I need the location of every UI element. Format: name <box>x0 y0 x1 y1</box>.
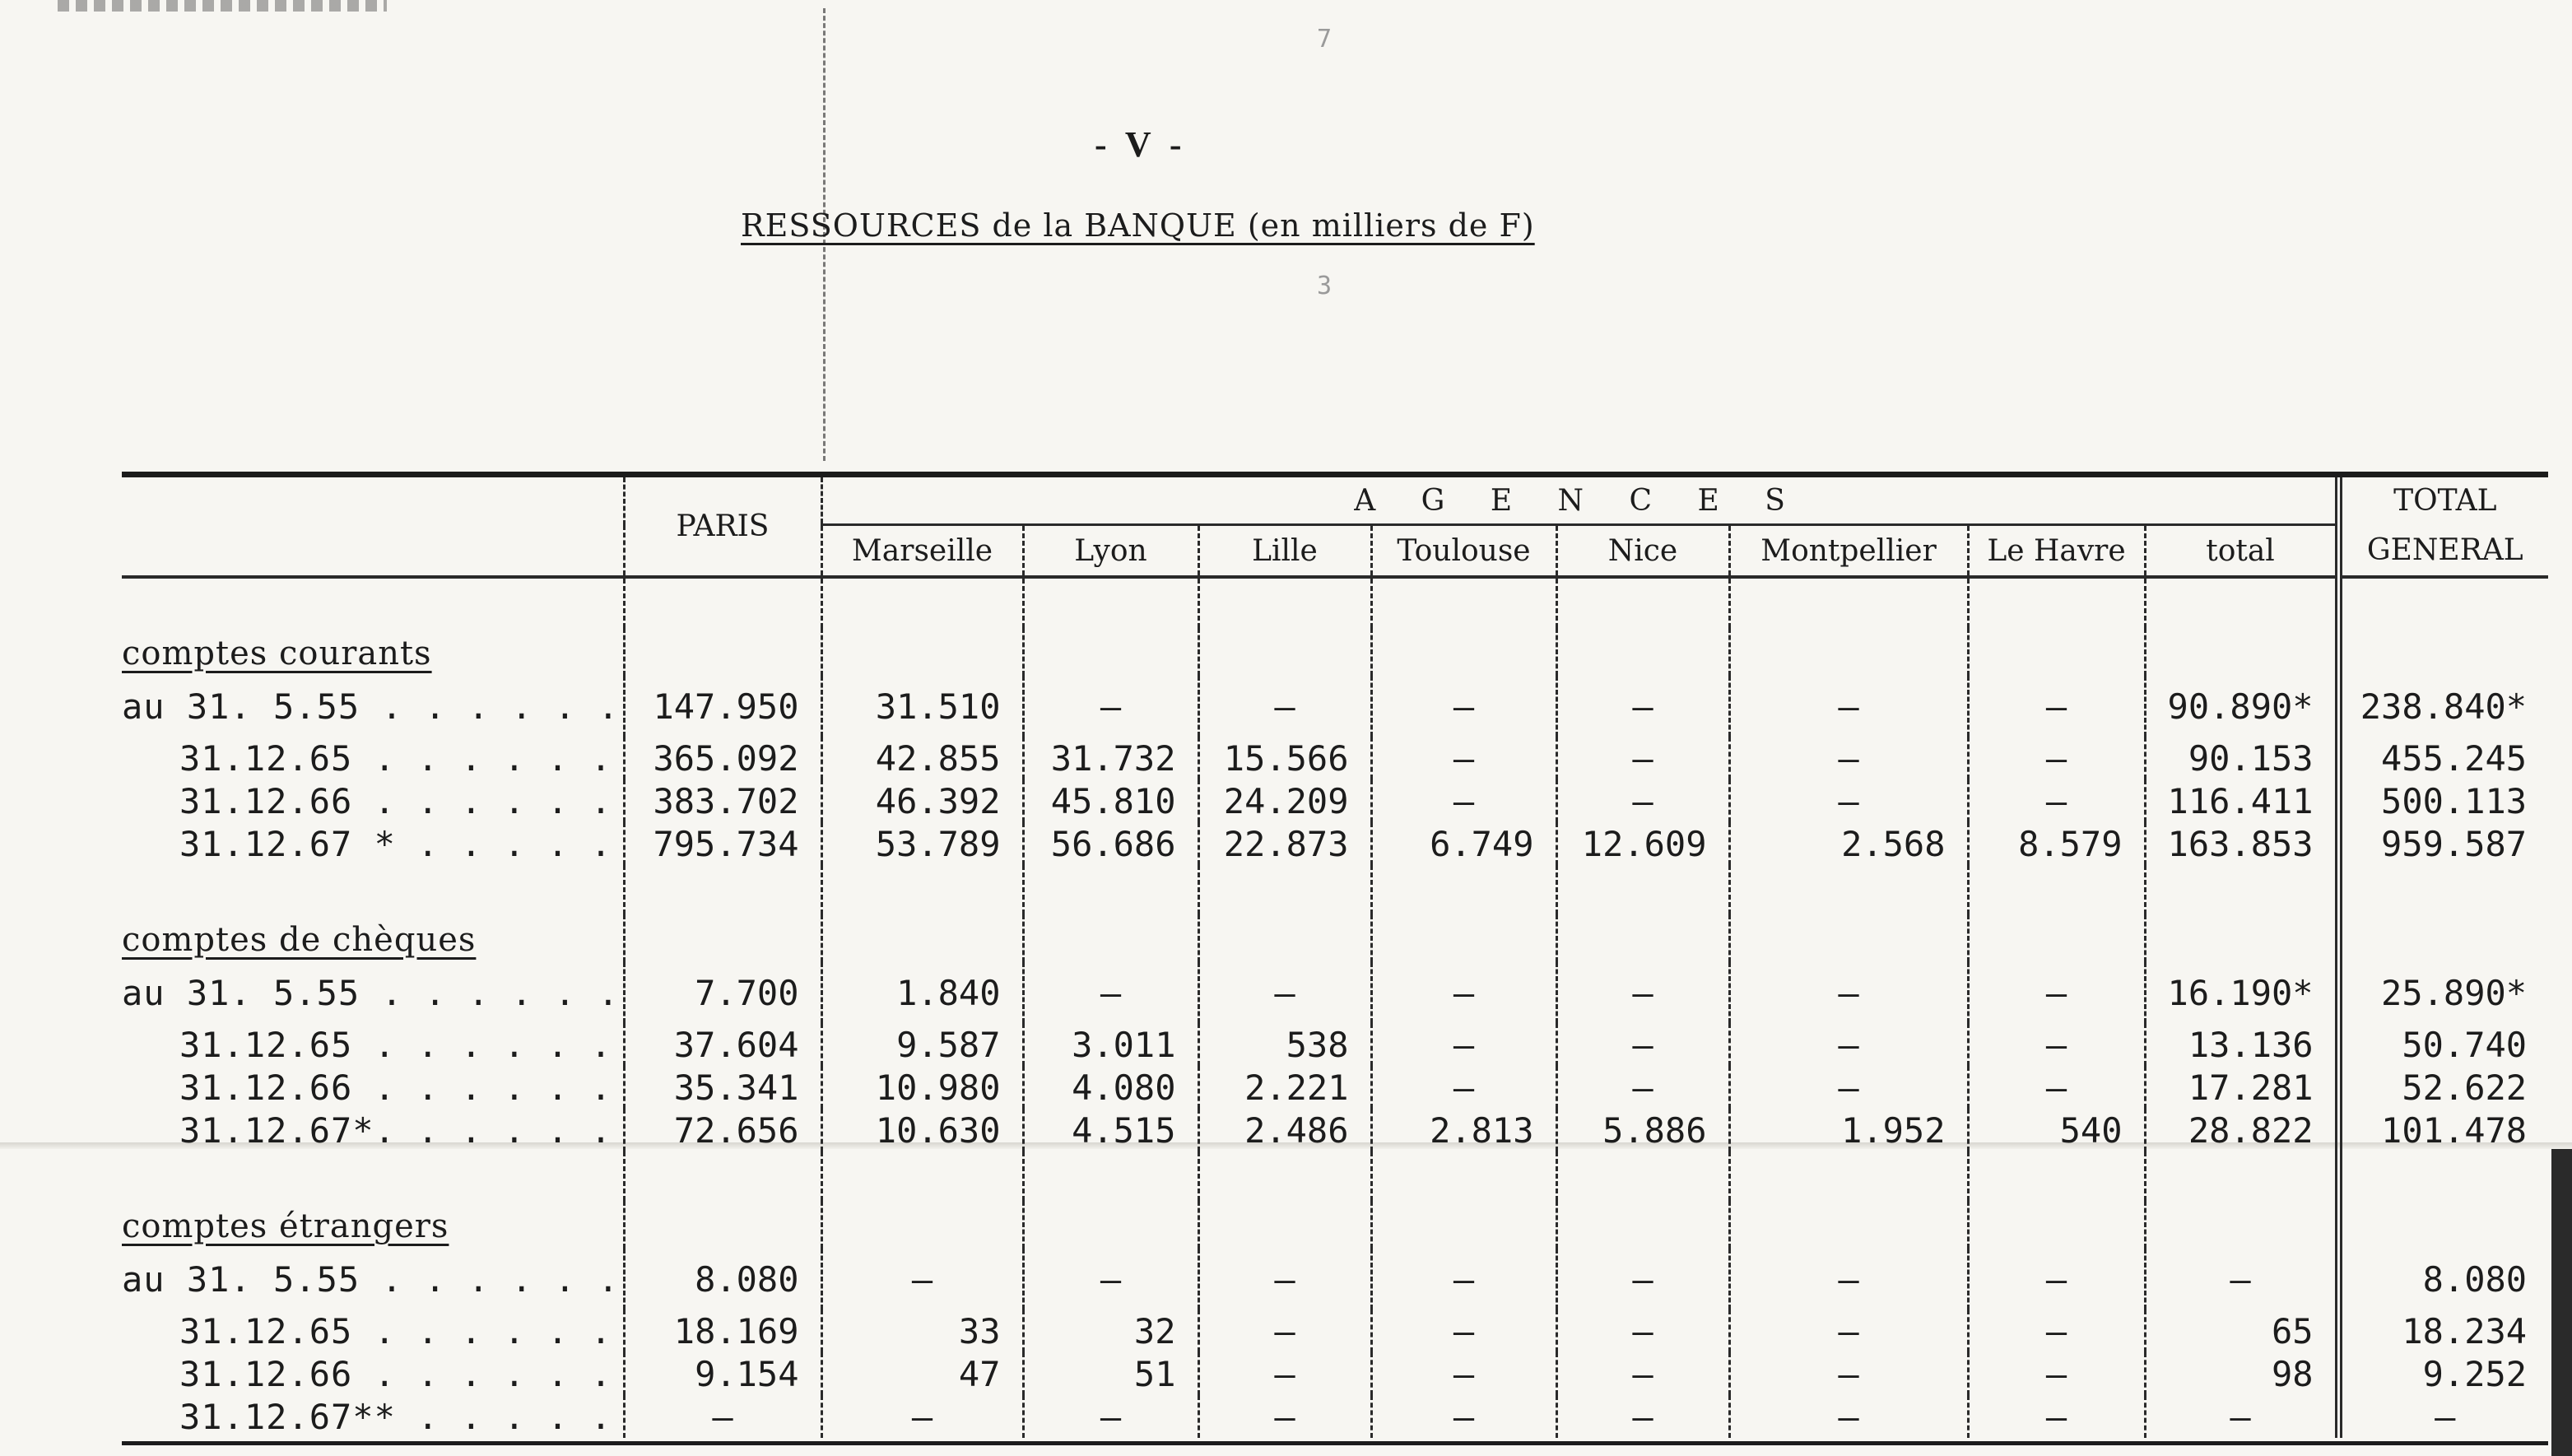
value-cell: 1.840 <box>821 962 1023 1023</box>
spacer-cell <box>1556 865 1729 914</box>
value-cell: 98 <box>2145 1352 2338 1395</box>
value-cell: – <box>1729 962 1968 1023</box>
table-row <box>122 1066 2548 1109</box>
value-cell: 2.568 <box>1729 822 1968 865</box>
value-cell: – <box>1968 676 2145 737</box>
value-cell: – <box>1968 962 2145 1023</box>
spacer-cell <box>2338 1201 2548 1249</box>
value-cell: – <box>1023 1249 1198 1309</box>
value-cell: – <box>1371 779 1556 822</box>
value-cell: 9.154 <box>624 1352 821 1395</box>
value-cell: – <box>1556 676 1729 737</box>
row-label: 31.12.65 . . . . . . <box>179 1024 612 1065</box>
spacer-cell <box>2145 1151 2338 1201</box>
section-title-cell <box>122 1201 624 1249</box>
page-title: RESSOURCES de la BANQUE (en milliers de F) <box>741 207 1535 244</box>
spacer-cell <box>1556 1151 1729 1201</box>
spacer-cell <box>1371 865 1556 914</box>
row-label: 31.12.66 . . . . . . <box>179 1067 612 1108</box>
value-cell: – <box>1371 737 1556 779</box>
value-cell: – <box>1198 1309 1371 1352</box>
value-cell: – <box>1556 1395 1729 1438</box>
header-paris: PARIS <box>624 477 821 577</box>
value-cell: – <box>2145 1249 2338 1309</box>
header-total-general-line2: GENERAL <box>2338 525 2548 578</box>
spacer-cell <box>821 1151 1023 1201</box>
value-cell: – <box>1371 1309 1556 1352</box>
spacer-cell <box>1729 865 1968 914</box>
spacer-cell <box>1198 577 1371 628</box>
value-cell: 3.011 <box>1023 1023 1198 1066</box>
value-cell: 147.950 <box>624 676 821 737</box>
table-row <box>122 1249 2548 1309</box>
value-cell: – <box>1729 1352 1968 1395</box>
header-lille: Lille <box>1198 525 1371 578</box>
value-cell: – <box>1968 1395 2145 1438</box>
value-cell: – <box>1968 1352 2145 1395</box>
header-le-havre: Le Havre <box>1968 525 2145 578</box>
row-label: 31.12.66 . . . . . . <box>179 1353 612 1394</box>
row-label: 31.12.67** . . . . . <box>179 1396 612 1437</box>
value-cell: – <box>1968 1023 2145 1066</box>
value-cell: – <box>1371 1395 1556 1438</box>
table-row <box>122 1352 2548 1395</box>
spacer-cell <box>1023 1151 1198 1201</box>
spacer-cell <box>2338 628 2548 676</box>
spacer-cell <box>1556 1201 1729 1249</box>
value-cell: 31.732 <box>1023 737 1198 779</box>
spacer-row <box>122 1151 2548 1201</box>
spacer-cell <box>1968 577 2145 628</box>
resources-table-wrapper <box>122 472 2548 1445</box>
row-label: 31.12.65 . . . . . . <box>179 1310 612 1351</box>
value-cell: 4.080 <box>1023 1066 1198 1109</box>
spacer-cell <box>1023 577 1198 628</box>
spacer-cell <box>624 1201 821 1249</box>
spacer-cell <box>624 865 821 914</box>
value-cell: 47 <box>821 1352 1023 1395</box>
value-cell: 2.221 <box>1198 1066 1371 1109</box>
spacer-cell <box>1968 1201 2145 1249</box>
value-cell: – <box>1556 1309 1729 1352</box>
table-header <box>122 477 2548 577</box>
value-cell: – <box>624 1395 821 1438</box>
value-cell: 116.411 <box>2145 779 2338 822</box>
value-cell: 42.855 <box>821 737 1023 779</box>
spacer-cell <box>2338 1151 2548 1201</box>
value-cell: – <box>1371 676 1556 737</box>
value-cell: 65 <box>2145 1309 2338 1352</box>
value-cell: – <box>1198 1249 1371 1309</box>
value-cell: 959.587 <box>2338 822 2548 865</box>
value-cell: 32 <box>1023 1309 1198 1352</box>
value-cell: 163.853 <box>2145 822 2338 865</box>
spacer-cell <box>1729 914 1968 962</box>
spacer-cell <box>821 577 1023 628</box>
spacer-cell <box>122 865 624 914</box>
value-cell: – <box>1371 1023 1556 1066</box>
section-title-cell <box>122 628 624 676</box>
value-cell: 2.813 <box>1371 1109 1556 1151</box>
value-cell: – <box>1556 1352 1729 1395</box>
spacer-cell <box>1198 914 1371 962</box>
table-row <box>122 962 2548 1023</box>
value-cell: 8.579 <box>1968 822 2145 865</box>
value-cell: 22.873 <box>1198 822 1371 865</box>
section-title-cell <box>122 914 624 962</box>
spacer-cell <box>821 914 1023 962</box>
spacer-cell <box>1556 628 1729 676</box>
value-cell: 25.890* <box>2338 962 2548 1023</box>
value-cell: 365.092 <box>624 737 821 779</box>
spacer-cell <box>1371 577 1556 628</box>
header-agences-total: total <box>2145 525 2338 578</box>
section-row <box>122 628 2548 676</box>
value-cell: 2.486 <box>1198 1109 1371 1151</box>
spacer-cell <box>122 1151 624 1201</box>
value-cell: – <box>1968 1066 2145 1109</box>
value-cell: 500.113 <box>2338 779 2548 822</box>
header-spacer <box>122 477 624 525</box>
value-cell: 540 <box>1968 1109 2145 1151</box>
spacer-cell <box>2145 628 2338 676</box>
value-cell: 101.478 <box>2338 1109 2548 1151</box>
spacer-cell <box>821 628 1023 676</box>
value-cell: 8.080 <box>2338 1249 2548 1309</box>
spacer-cell <box>624 914 821 962</box>
spacer-cell <box>1023 865 1198 914</box>
spacer-cell <box>122 577 624 628</box>
value-cell: – <box>1371 962 1556 1023</box>
spacer-cell <box>624 1151 821 1201</box>
value-cell: – <box>1556 779 1729 822</box>
spacer-cell <box>1968 1151 2145 1201</box>
value-cell: 538 <box>1198 1023 1371 1066</box>
value-cell: – <box>1556 737 1729 779</box>
value-cell: 1.952 <box>1729 1109 1968 1151</box>
value-cell: 72.656 <box>624 1109 821 1151</box>
value-cell: 10.980 <box>821 1066 1023 1109</box>
spacer-row <box>122 577 2548 628</box>
value-cell: – <box>1729 676 1968 737</box>
table-body <box>122 577 2548 1438</box>
table-row <box>122 1109 2548 1151</box>
value-cell: 28.822 <box>2145 1109 2338 1151</box>
value-cell: – <box>2145 1395 2338 1438</box>
value-cell: – <box>1729 1249 1968 1309</box>
value-cell: 56.686 <box>1023 822 1198 865</box>
row-label: au 31. 5.55 . . . . . . <box>122 686 620 727</box>
row-label: au 31. 5.55 . . . . . . <box>122 972 620 1013</box>
value-cell: – <box>1023 962 1198 1023</box>
spacer-cell <box>1729 1151 1968 1201</box>
value-cell: – <box>1729 1023 1968 1066</box>
value-cell: – <box>1556 962 1729 1023</box>
value-cell: 455.245 <box>2338 737 2548 779</box>
value-cell: – <box>1729 1309 1968 1352</box>
table-top-rule <box>122 472 2548 477</box>
value-cell: 31.510 <box>821 676 1023 737</box>
spacer-cell <box>1556 577 1729 628</box>
spacer-cell <box>1198 628 1371 676</box>
value-cell: 795.734 <box>624 822 821 865</box>
header-agences: A G E N C E S <box>821 477 2338 525</box>
table-row <box>122 1309 2548 1352</box>
value-cell: – <box>1198 962 1371 1023</box>
spacer-cell <box>2145 1201 2338 1249</box>
value-cell: 90.890* <box>2145 676 2338 737</box>
value-cell: 52.622 <box>2338 1066 2548 1109</box>
spacer-cell <box>1729 628 1968 676</box>
value-cell: 90.153 <box>2145 737 2338 779</box>
spacer-cell <box>1371 914 1556 962</box>
spacer-cell <box>2145 914 2338 962</box>
value-cell: 15.566 <box>1198 737 1371 779</box>
value-cell: – <box>1023 676 1198 737</box>
value-cell: – <box>1968 737 2145 779</box>
page-number: - V - <box>1095 124 1187 165</box>
spacer-cell <box>1371 1201 1556 1249</box>
scan-edge-shadow <box>2551 1149 2572 1456</box>
resources-table <box>122 477 2548 1438</box>
value-cell: – <box>1968 779 2145 822</box>
spacer-cell <box>1198 1151 1371 1201</box>
spacer-cell <box>1968 914 2145 962</box>
value-cell: 17.281 <box>2145 1066 2338 1109</box>
header-montpellier: Montpellier <box>1729 525 1968 578</box>
value-cell: 35.341 <box>624 1066 821 1109</box>
spacer-cell <box>624 628 821 676</box>
spacer-cell <box>1729 577 1968 628</box>
value-cell: 383.702 <box>624 779 821 822</box>
spacer-cell <box>2338 865 2548 914</box>
spacer-cell <box>1968 628 2145 676</box>
section-row <box>122 914 2548 962</box>
value-cell: 18.234 <box>2338 1309 2548 1352</box>
value-cell: 18.169 <box>624 1309 821 1352</box>
table-bottom-rule <box>122 1441 2548 1445</box>
spacer-cell <box>1023 628 1198 676</box>
spacer-cell <box>1968 865 2145 914</box>
section-title: comptes courants <box>122 634 432 672</box>
spacer-cell <box>1556 914 1729 962</box>
value-cell: 46.392 <box>821 779 1023 822</box>
value-cell: 8.080 <box>624 1249 821 1309</box>
table-row <box>122 822 2548 865</box>
value-cell: – <box>1198 676 1371 737</box>
spacer-cell <box>1198 865 1371 914</box>
value-cell: – <box>1371 1066 1556 1109</box>
scan-mark: 3 <box>1317 272 1333 300</box>
spacer-cell <box>2338 914 2548 962</box>
value-cell: – <box>1968 1249 2145 1309</box>
spacer-cell <box>1023 914 1198 962</box>
scan-mark: 7 <box>1317 25 1333 53</box>
header-marseille: Marseille <box>821 525 1023 578</box>
table-row <box>122 1395 2548 1438</box>
header-nice: Nice <box>1556 525 1729 578</box>
value-cell: 238.840* <box>2338 676 2548 737</box>
value-cell: – <box>2338 1395 2548 1438</box>
value-cell: – <box>1023 1395 1198 1438</box>
value-cell: – <box>1556 1023 1729 1066</box>
spacer-cell <box>1198 1201 1371 1249</box>
spacer-cell <box>624 577 821 628</box>
value-cell: – <box>1729 1395 1968 1438</box>
table-row <box>122 1023 2548 1066</box>
value-cell: 5.886 <box>1556 1109 1729 1151</box>
spacer-cell <box>1729 1201 1968 1249</box>
row-label: au 31. 5.55 . . . . . . <box>122 1258 620 1300</box>
section-title: comptes de chèques <box>122 920 477 959</box>
value-cell: 13.136 <box>2145 1023 2338 1066</box>
value-cell: 10.630 <box>821 1109 1023 1151</box>
row-label: 31.12.65 . . . . . . <box>179 737 612 779</box>
table-row <box>122 779 2548 822</box>
spacer-cell <box>1371 628 1556 676</box>
value-cell: – <box>1371 1352 1556 1395</box>
value-cell: – <box>1198 1395 1371 1438</box>
value-cell: 50.740 <box>2338 1023 2548 1066</box>
value-cell: – <box>1556 1066 1729 1109</box>
value-cell: 45.810 <box>1023 779 1198 822</box>
value-cell: – <box>1371 1249 1556 1309</box>
value-cell: 9.252 <box>2338 1352 2548 1395</box>
value-cell: 16.190* <box>2145 962 2338 1023</box>
header-spacer <box>122 525 624 578</box>
section-row <box>122 1201 2548 1249</box>
header-lyon: Lyon <box>1023 525 1198 578</box>
value-cell: 12.609 <box>1556 822 1729 865</box>
value-cell: 37.604 <box>624 1023 821 1066</box>
value-cell: – <box>1968 1309 2145 1352</box>
value-cell: 9.587 <box>821 1023 1023 1066</box>
spacer-cell <box>821 865 1023 914</box>
value-cell: 6.749 <box>1371 822 1556 865</box>
spacer-cell <box>2338 577 2548 628</box>
scan-smudge <box>58 0 387 12</box>
value-cell: 7.700 <box>624 962 821 1023</box>
value-cell: – <box>821 1249 1023 1309</box>
value-cell: – <box>1729 1066 1968 1109</box>
header-toulouse: Toulouse <box>1371 525 1556 578</box>
spacer-cell <box>821 1201 1023 1249</box>
row-label: 31.12.67*. . . . . . <box>179 1109 612 1151</box>
table-row <box>122 737 2548 779</box>
header-total-general-line1: TOTAL <box>2338 477 2548 525</box>
value-cell: 4.515 <box>1023 1109 1198 1151</box>
value-cell: 51 <box>1023 1352 1198 1395</box>
row-label: 31.12.67 * . . . . . <box>179 823 612 864</box>
section-title: comptes étrangers <box>122 1207 449 1245</box>
value-cell: 33 <box>821 1309 1023 1352</box>
value-cell: 53.789 <box>821 822 1023 865</box>
value-cell: – <box>821 1395 1023 1438</box>
spacer-cell <box>1371 1151 1556 1201</box>
value-cell: – <box>1729 737 1968 779</box>
value-cell: – <box>1729 779 1968 822</box>
value-cell: – <box>1198 1352 1371 1395</box>
table-row <box>122 676 2548 737</box>
spacer-row <box>122 865 2548 914</box>
spacer-cell <box>2145 865 2338 914</box>
spacer-cell <box>1023 1201 1198 1249</box>
value-cell: 24.209 <box>1198 779 1371 822</box>
row-label: 31.12.66 . . . . . . <box>179 780 612 821</box>
value-cell: – <box>1556 1249 1729 1309</box>
spacer-cell <box>2145 577 2338 628</box>
